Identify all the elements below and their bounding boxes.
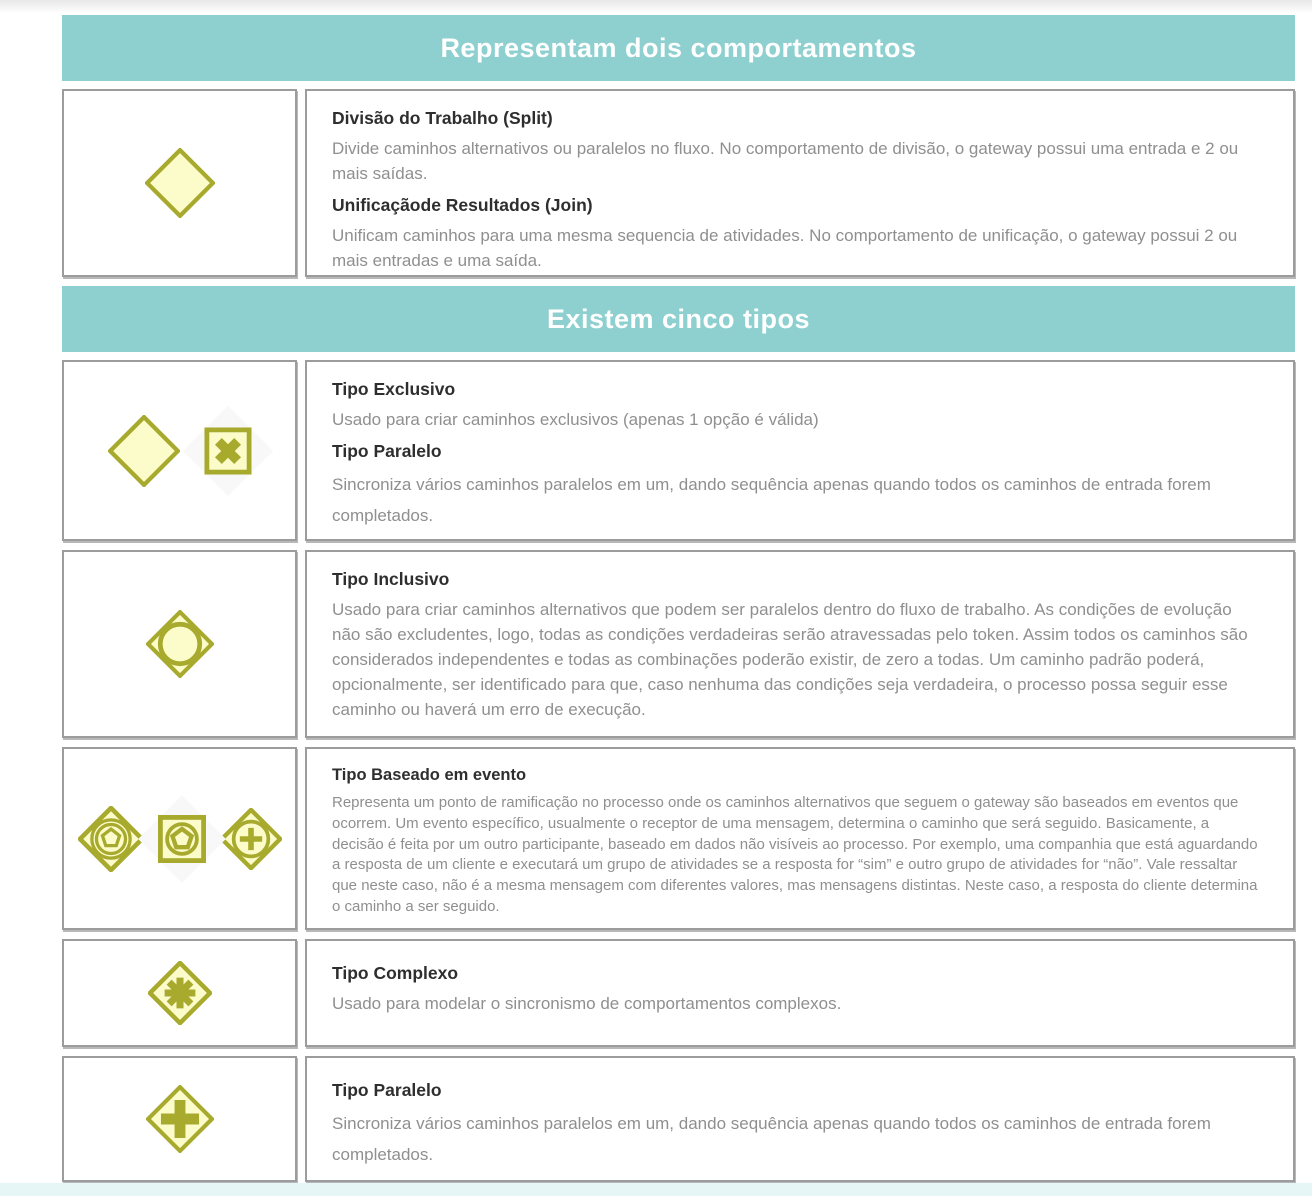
inclusive-text-cell: [305, 550, 1295, 738]
row-exclusive: [62, 360, 1295, 541]
parallel-sync-title: Tipo Paralelo: [332, 441, 442, 461]
event-based-text-cell: [305, 747, 1295, 930]
split-join-text-cell: [305, 89, 1295, 277]
inclusive-icon-cell: [62, 550, 297, 738]
section-header-types: [62, 286, 1295, 352]
parallel-description: Sincroniza vários caminhos paralelos em um, dando sequência apenas quando todos os caminhos de entrada forem completados.: [332, 1114, 1211, 1164]
row-complex: [62, 939, 1295, 1047]
event-based-icon-cell: [62, 747, 297, 930]
exclusive-text-cell: [305, 360, 1295, 541]
complex-icon-cell: [62, 939, 297, 1047]
page-bottom-strip: [0, 1183, 1312, 1196]
event-gateway-square-icon: [158, 815, 206, 863]
parallel-icon-cell: [62, 1056, 297, 1182]
section-header-behaviors-label: Representam dois comportamentos: [440, 32, 917, 63]
split-join-icon-cell: [62, 89, 297, 277]
split-title: Divisão do Trabalho (Split): [332, 108, 553, 128]
inclusive-gateway-icon: [146, 610, 214, 678]
parallel-sync-description: Sincroniza vários caminhos paralelos em um, dando sequência apenas quando todos os caminhos de entrada forem completados.: [332, 475, 1211, 525]
join-title: Unificaçãode Resultados (Join): [332, 195, 593, 215]
parallel-gateway-icon: [146, 1085, 214, 1153]
parallel-text-cell: [305, 1056, 1295, 1182]
exclusive-description: Usado para criar caminhos exclusivos (apenas 1 opção é válida): [332, 410, 819, 429]
row-parallel: [62, 1056, 1295, 1182]
gateway-diamond-icon: [108, 415, 180, 487]
event-based-description: Representa um ponto de ramificação no processo onde os caminhos alternativos que seguem o gateway são baseados em eventos que ocorrem. Um evento específico, usualmente o receptor de uma mensagem, determina o caminho que será seguido. Basicamente, a decisão é feita por um outro participante, baseado em dados não visíveis ao processo. Por exemplo, uma companhia que está aguardando a resposta de um cliente e executará um grupo de atividades se a resposta for “sim” e outro grupo de atividades for “não”. Vale ressaltar que neste caso, não é a mesma mensagem com diferentes valores, mas mensagens distintas. Neste caso, a resposta do cliente determina o caminho a ser seguido.: [332, 794, 1258, 915]
exclusive-icon-cell: [62, 360, 297, 541]
row-split-join: [62, 89, 1295, 277]
event-based-title: Tipo Baseado em evento: [332, 766, 527, 784]
page-top-fade: [0, 0, 1312, 13]
join-description: Unificam caminhos para uma mesma sequencia de atividades. No comportamento de unificação, o gateway possui 2 ou mais entradas e uma saída.: [332, 226, 1238, 270]
section-header-behaviors: [62, 15, 1295, 81]
row-event-based: [62, 747, 1295, 930]
section-header-types-label: Existem cinco tipos: [546, 303, 811, 334]
exclusive-title: Tipo Exclusivo: [332, 379, 456, 399]
complex-text-cell: [305, 939, 1295, 1047]
split-description: Divide caminhos alternativos ou paralelos no fluxo. No comportamento de divisão, o gateway possui uma entrada e 2 ou mais saídas.: [332, 139, 1239, 183]
event-gateway-icon: [78, 806, 144, 872]
complex-title: Tipo Complexo: [332, 963, 459, 983]
complex-gateway-icon: [148, 961, 212, 1025]
parallel-event-gateway-icon: [220, 808, 282, 870]
inclusive-title: Tipo Inclusivo: [332, 569, 450, 589]
gateway-legend-table: [62, 15, 1295, 1191]
exclusive-gateway-x-icon: [204, 427, 252, 475]
row-inclusive: [62, 550, 1295, 738]
parallel-title: Tipo Paralelo: [332, 1080, 442, 1100]
complex-description: Usado para modelar o sincronismo de comportamentos complexos.: [332, 994, 842, 1013]
gateway-diamond-icon: [145, 148, 215, 218]
inclusive-description: Usado para criar caminhos alternativos que podem ser paralelos dentro do fluxo de trabalho. As condições de evolução não são excludentes, logo, todas as condições verdadeiras serão atravessadas pelo token. Assim todos os caminhos são considerados independentes e todas as combinações poderão existir, de zero a todas. Um caminho padrão poderá, opcionalmente, ser identificado para que, caso nenhuma das condições seja verdadeira, o processo possa seguir esse caminho ou haverá um erro de execução.: [332, 600, 1248, 719]
